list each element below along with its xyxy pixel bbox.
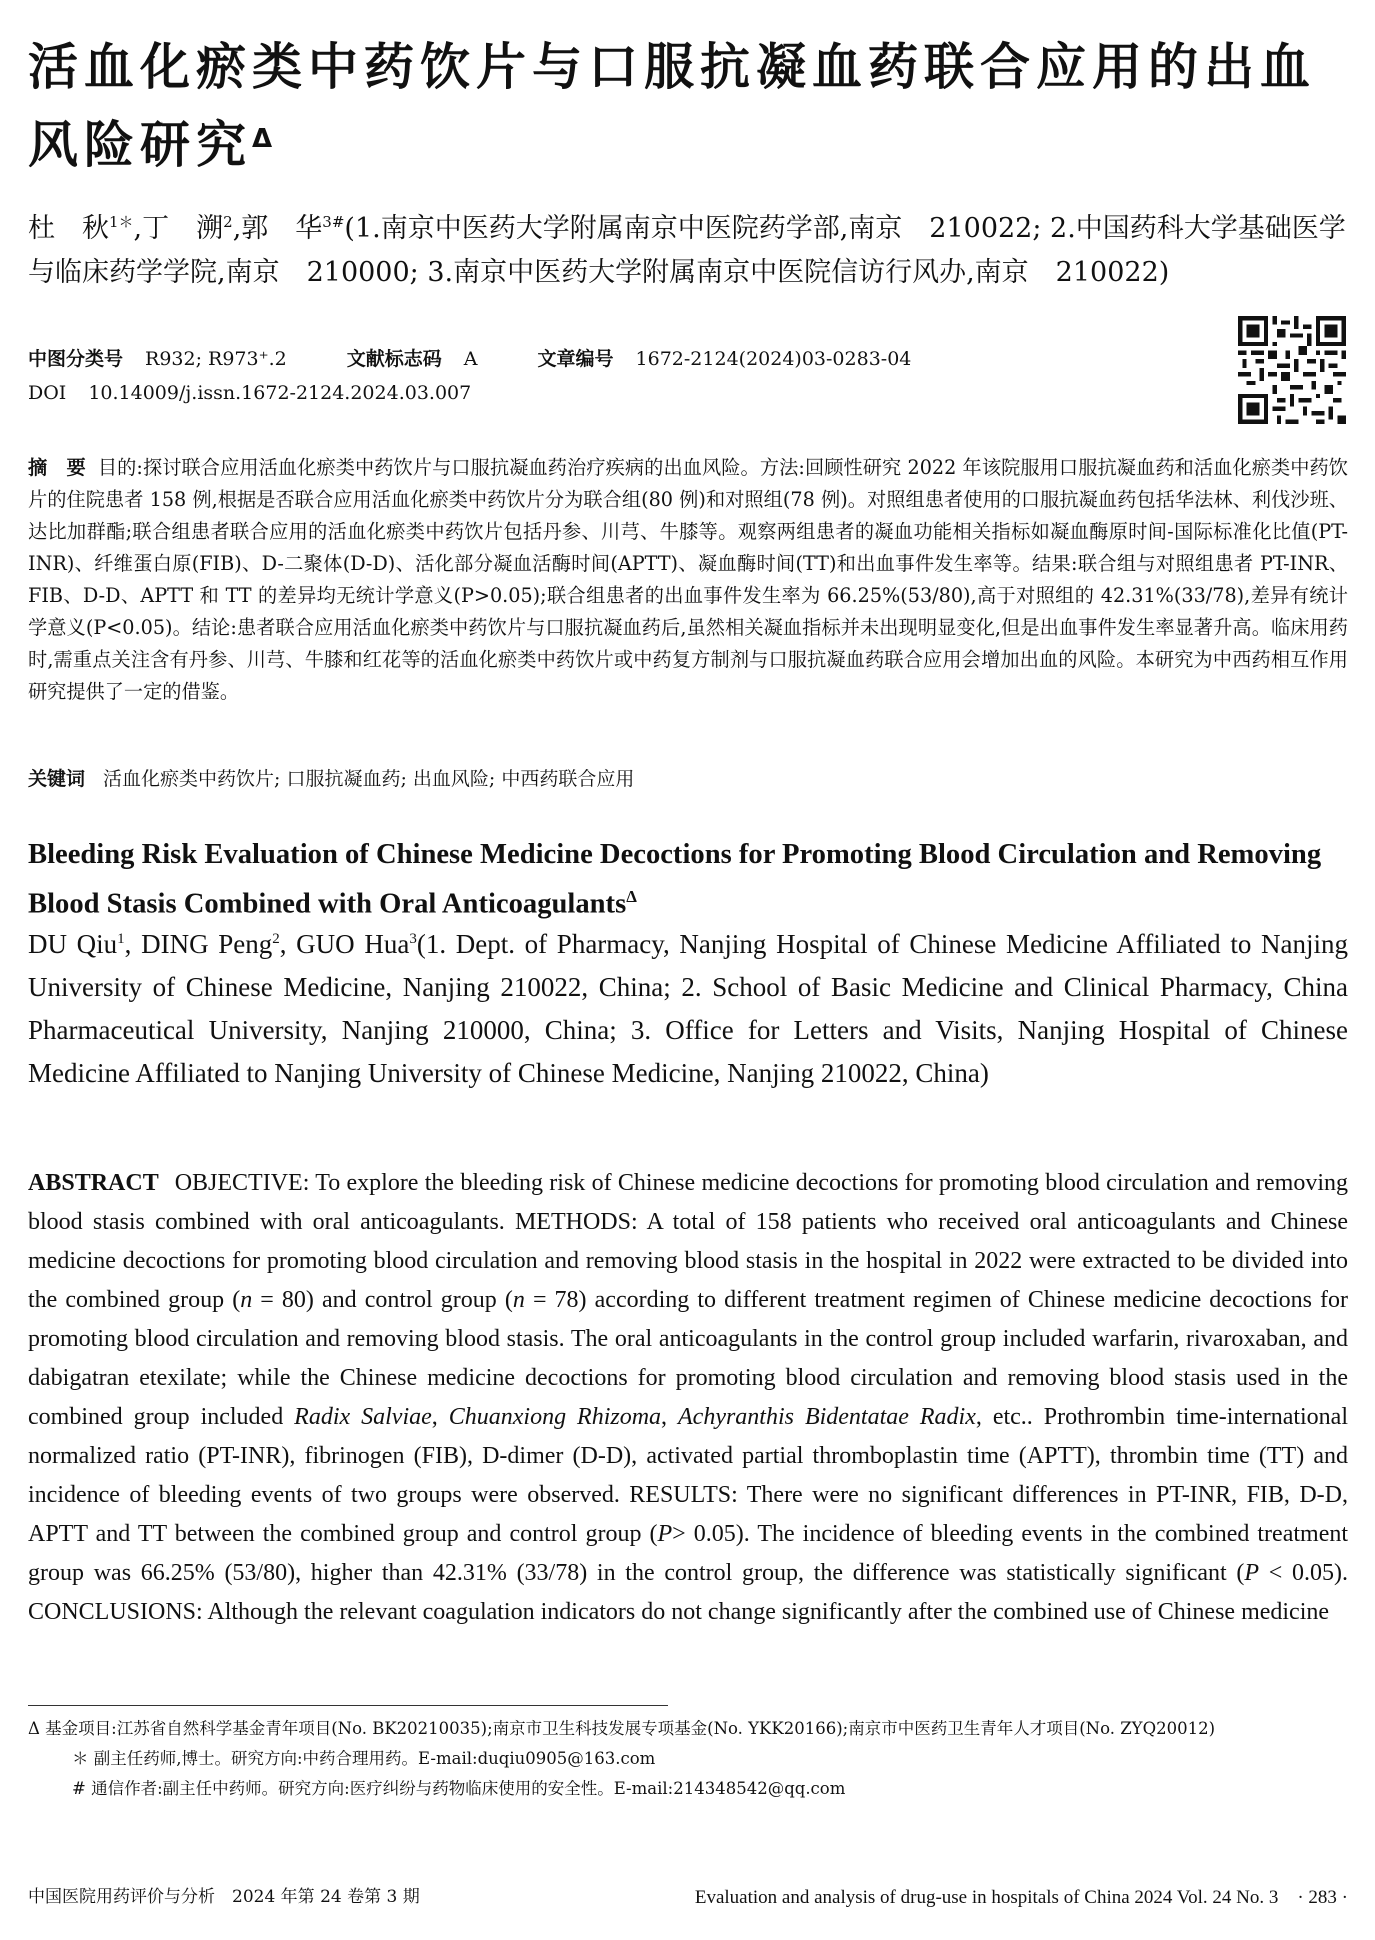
english-title-text: Bleeding Risk Evaluation of Chinese Medicine Decoctions for Promoting Blood Circulation and Removing Blood Stasis Combined with Oral Anticoagulants: [28, 839, 1322, 920]
author-3-cn: 郭 华: [241, 213, 323, 244]
doc-code-value: A: [463, 348, 478, 370]
author-1-cn-sup: 1＊: [109, 213, 134, 231]
n-symbol-1: n: [240, 1287, 253, 1313]
doi-row: [28, 382, 471, 404]
english-abstract-text-4: , etc.. Prothrombin time-international normalized ratio (PT-INR), fibrinogen (FIB), D-dimer (D-D), activated partial thromboplastin time (APTT), thrombin time (TT) and incidence of bleeding events of two groups were observed. RESULTS: There were no significant differences in PT-INR, FIB, D-D, APTT and TT between the combined group and control group (: [28, 1404, 1348, 1547]
author-1-en-sup: 1: [117, 931, 125, 947]
english-title-mark: Δ: [626, 887, 637, 906]
page-footer: [28, 1882, 1348, 1912]
doi-value[interactable]: 10.14009/j.issn.1672-2124.2024.03.007: [88, 382, 472, 404]
english-abstract-label: ABSTRACT: [28, 1170, 159, 1196]
clc-value: R932; R973⁺.2: [145, 348, 287, 370]
footer-journal-cn: 中国医院用药评价与分析 2024 年第 24 卷第 3 期: [28, 1887, 420, 1907]
keywords-label: 关键词: [28, 768, 86, 790]
author-2-cn-sup: 2: [223, 213, 233, 231]
n-symbol-2: n: [512, 1287, 525, 1313]
footnotes: [28, 1714, 1348, 1804]
footnote-divider: [28, 1705, 668, 1706]
first-author-footnote: ＊ 副主任药师,博士。研究方向:中药合理用药。E-mail:duqiu0905@163.com: [72, 1749, 656, 1768]
footer-journal-en: Evaluation and analysis of drug-use in hospitals of China 2024 Vol. 24 No. 3 · 283 ·: [694, 1887, 1348, 1908]
title-funding-mark: Δ: [252, 124, 273, 154]
english-abstract-text-1: OBJECTIVE: To explore the bleeding risk of Chinese medicine decoctions for promoting blood circulation and removing blood stasis combined with oral anticoagulants. METHODS: A total of 158 patients who received oral anticoagulants and Chinese medicine decoctions for promoting blood circulation and removing blood stasis in the hospital in 2022 were extracted to be divided into the combined group (: [28, 1170, 1348, 1313]
author-3-cn-sup: 3#: [322, 213, 345, 231]
english-abstract-text-6: < 0.05). CONCLUSIONS: Although the relevant coagulation indicators do not change significantly after the combined use of Chinese medicine: [28, 1560, 1348, 1625]
p-symbol-2: P: [1244, 1560, 1260, 1586]
chinese-abstract: [28, 452, 1348, 708]
herb-separator-2: ,: [661, 1404, 678, 1430]
english-affiliations: (1. Dept. of Pharmacy, Nanjing Hospital of Chinese Medicine Affiliated to Nanjing University of Chinese Medicine, Nanjing 210022, China; 2. School of Basic Medicine and Clinical Pharmacy, China Pharmaceutical University, Nanjing 210000, China; 3. Office for Letters and Visits, Nanjing Hospital of Chinese Medicine Affiliated to Nanjing University of Chinese Medicine, Nanjing 210022, China): [28, 929, 1348, 1088]
herb-name-2: Chuanxiong Rhizoma: [448, 1404, 662, 1430]
herb-name-3: Achyranthis Bidentatae Radix: [678, 1404, 976, 1430]
chinese-abstract-label: 摘 要: [28, 456, 86, 479]
chinese-abstract-text: 目的:探讨联合应用活血化瘀类中药饮片与口服抗凝血药治疗疾病的出血风险。方法:回顾性研究 2022 年该院服用口服抗凝血药和活血化瘀类中药饮片的住院患者 158 例,根据是否联合应用活血化瘀类中药饮片分为联合组(80 例)和对照组(78 例)。对照组患者使用的口服抗凝血药包括华法林、利伐沙班、达比加群酯;联合组患者联合应用的活血化瘀类中药饮片包括丹参、川芎、牛膝等。观察两组患者的凝血功能相关指标如凝血酶原时间-国际标准化比值(PT-INR)、纤维蛋白原(FIB)、D-二聚体(D-D)、活化部分凝血活酶时间(APTT)、凝血酶时间(TT)和出血事件发生率等。结果:联合组与对照组患者 PT-INR、FIB、D-D、APTT 和 TT 的差异均无统计学意义(P>0.05);联合组患者的出血事件发生率为 66.25%(53/80),高于对照组的 42.31%(33/78),差异有统计学意义(P<0.05)。结论:患者联合应用活血化瘀类中药饮片与口服抗凝血药后,虽然相关凝血指标并未出现明显变化,但是出血事件发生率显著升高。临床用药时,需重点关注含有丹参、川芎、牛膝和红花等的活血化瘀类中药饮片或中药复方制剂与口服抗凝血药联合应用会增加出血的风险。本研究为中西药相互作用研究提供了一定的借鉴。: [28, 456, 1348, 703]
chinese-affiliations: (1.南京中医药大学附属南京中医院药学部,南京 210022; 2.中国药科大学基础医学与临床药学学院,南京 210000; 3.南京中医药大学附属南京中医院信访行风办,南京 210022): [28, 213, 1346, 288]
author-2-cn: 丁 溯: [142, 213, 224, 244]
author-1-en: DU Qiu: [28, 929, 118, 959]
chinese-keywords: [28, 764, 1348, 791]
english-title: [28, 834, 1348, 926]
author-3-en: GUO Hua: [296, 929, 410, 959]
corresponding-author-footnote: # 通信作者:副主任中药师。研究方向:医疗纠纷与药物临床使用的安全性。E-mail:214348542@qq.com: [72, 1779, 846, 1798]
author-2-en: DING Peng: [141, 929, 273, 959]
doc-code-label: 文献标志码: [346, 348, 442, 370]
article-number-value: 1672-2124(2024)03-0283-04: [635, 348, 912, 370]
chinese-authors: 杜 秋$^{1*}$,丁 溯$^2$,郭 华$^{3\#}$(1.南京中医药大学附属南京中医院药学部,南京 210022; 2.中国药科大学基础医学与临床药学学院,南京 210000; 3.南京中医药大学附属南京中医院信访行风办,南京 210022): [28, 213, 1346, 288]
english-abstract-text-2: = 80) and control group (: [252, 1287, 513, 1313]
herb-separator-1: ,: [431, 1404, 449, 1430]
english-authors: DU Qiu$^1$, DING Peng$^2$, GUO Hua$^3$(1. Dept. of Pharmacy, Nanjing Hospital of Chinese Medicine Affiliated to Nanjing University of Chinese Medicine, Nanjing 210022, China; 2. School of Basic Medicine and Clinical Pharmacy, China Pharmaceutical University, Nanjing 210000, China; 3. Office for Letters and Visits, Nanjing Hospital of Chinese Medicine Affiliated to Nanjing University of Chinese Medicine, Nanjing 210022, China): [28, 929, 1348, 1088]
chinese-title: [28, 28, 1348, 184]
qr-code-icon[interactable]: [1238, 316, 1346, 424]
p-symbol-1: P: [657, 1521, 673, 1547]
english-abstract: [28, 1164, 1348, 1632]
herb-name-1: Radix Salviae: [294, 1404, 432, 1430]
keywords-text: 活血化瘀类中药饮片; 口服抗凝血药; 出血风险; 中西药联合应用: [103, 768, 635, 790]
article-number-label: 文章编号: [537, 348, 614, 370]
funding-footnote: Δ 基金项目:江苏省自然科学基金青年项目(No. BK20210035);南京市卫生科技发展专项基金(No. YKK20166);南京市中医药卫生青年人才项目(No. ZYQ20012): [28, 1719, 1216, 1738]
clc-label: 中图分类号: [28, 348, 124, 370]
english-abstract-text-5: > 0.05). The incidence of bleeding events in the combined treatment group was 66.25% (53/80), higher than 42.31% (33/78) in the control group, the difference was statistically significant (: [28, 1521, 1349, 1586]
english-abstract-text-3: = 78) according to different treatment regimen of Chinese medicine decoctions for promoting blood circulation and removing blood stasis. The oral anticoagulants in the control group included warfarin, rivaroxaban, and dabigatran etexilate; while the Chinese medicine decoctions for promoting blood circulation and removing blood stasis used in the combined group included: [28, 1287, 1349, 1430]
author-1-cn: 杜 秋: [28, 213, 109, 244]
author-2-en-sup: 2: [272, 931, 280, 947]
classification-row: [28, 344, 911, 371]
author-3-en-sup: 3: [409, 931, 417, 947]
doi-label: DOI: [28, 382, 67, 404]
chinese-title-text: 活血化瘀类中药饮片与口服抗凝血药联合应用的出血风险研究: [28, 38, 1316, 174]
